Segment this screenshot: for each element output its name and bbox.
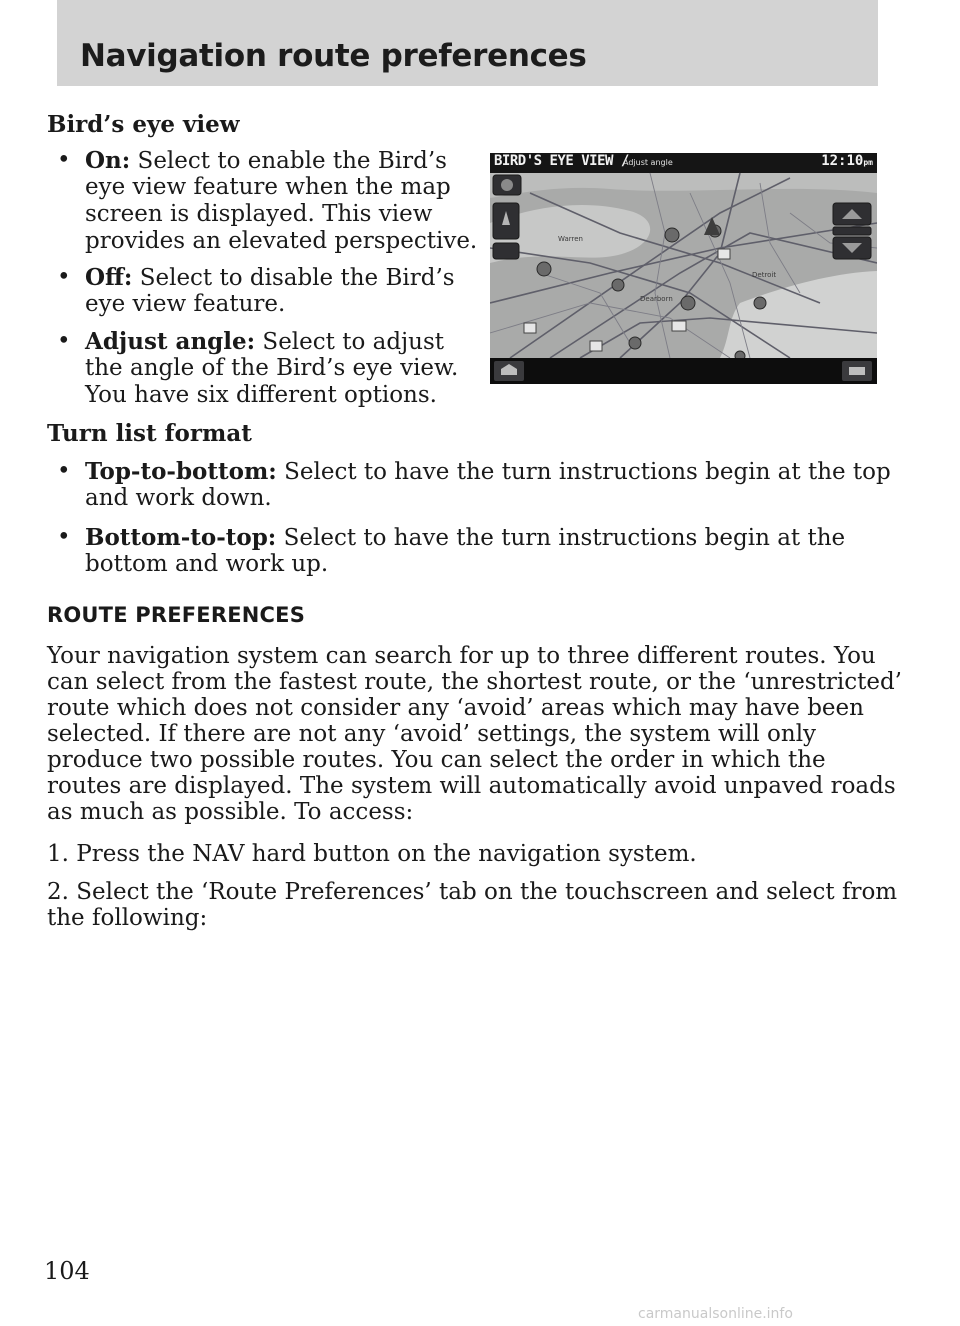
item-off-text: Select to disable the Bird’s	[132, 265, 455, 291]
page-title: Navigation route preferences	[80, 38, 587, 74]
item-adjust-text: Select to adjust	[255, 329, 445, 355]
item-on-line-2: eye view feature when the map	[85, 174, 451, 200]
screen-clock	[821, 153, 873, 169]
watermark: carmanualsonline.info	[638, 1306, 793, 1322]
bullet-top-to-bottom: •	[57, 458, 71, 484]
item-on	[85, 147, 447, 175]
birds-eye-heading: Bird’s eye view	[47, 111, 240, 138]
screen-title: BIRD'S EYE VIEW /	[494, 153, 629, 169]
route-paragraph-line-5: produce two possible routes. You can select the order in which the	[47, 747, 826, 773]
map-label-detroit: Detroit	[752, 271, 777, 279]
page-number: 104	[44, 1257, 90, 1285]
route-paragraph-line-2: can select from the fastest route, the shortest route, or the ‘unrestricted’	[47, 669, 902, 695]
route-paragraph-line-1: Your navigation system can search for up to three different routes. You	[47, 643, 876, 669]
screen-subtitle: Adjust angle	[623, 158, 673, 167]
item-on-line-3: screen is displayed. This view	[85, 201, 433, 227]
map-label-dearborn: Dearborn	[640, 295, 673, 303]
item-top-to-bottom	[85, 458, 891, 486]
turn-list-heading: Turn list format	[47, 420, 252, 447]
item-on-term: On:	[85, 147, 131, 174]
item-adjust-term: Adjust angle:	[85, 328, 256, 355]
item-bottom-to-top-text: Select to have the turn instructions begin at the	[276, 525, 846, 551]
item-bottom-to-top	[85, 524, 845, 552]
bullet-off: •	[57, 264, 71, 290]
route-paragraph-line-7: as much as possible. To access:	[47, 799, 414, 825]
birds-eye-screen-image	[490, 153, 877, 384]
bullet-bottom-to-top: •	[57, 524, 71, 550]
bullet-adjust: •	[57, 328, 71, 354]
item-on-line-4: provides an elevated perspective.	[85, 228, 478, 254]
screen-clock-suffix: pm	[863, 158, 873, 167]
item-off-line-2: eye view feature.	[85, 291, 286, 317]
screen-clock-time: 12:10	[821, 153, 864, 169]
route-step-2: 2. Select the ‘Route Preferences’ tab on the touchscreen and select from	[47, 879, 898, 905]
item-off	[85, 264, 455, 292]
route-step-2-line-2: the following:	[47, 905, 208, 931]
item-bottom-to-top-term: Bottom-to-top:	[85, 524, 277, 551]
route-paragraph-line-6: routes are displayed. The system will automatically avoid unpaved roads	[47, 773, 896, 799]
item-top-to-bottom-term: Top-to-bottom:	[85, 458, 277, 485]
item-adjust-line-2: the angle of the Bird’s eye view.	[85, 355, 459, 381]
item-adjust-line-3: You have six different options.	[85, 382, 437, 408]
bullet-on: •	[57, 147, 71, 173]
birds-eye-map-graphic	[490, 153, 877, 384]
item-on-text: Select to enable the Bird’s	[130, 148, 447, 174]
item-top-to-bottom-text: Select to have the turn instructions begin at the top	[276, 459, 891, 485]
item-bottom-to-top-line-2: bottom and work up.	[85, 551, 329, 577]
route-paragraph-line-3: route which does not consider any ‘avoid’ areas which may have been	[47, 695, 864, 721]
item-adjust	[85, 328, 444, 356]
map-label-warren: Warren	[558, 235, 583, 243]
item-top-to-bottom-line-2: and work down.	[85, 485, 272, 511]
route-preferences-heading: ROUTE PREFERENCES	[47, 603, 306, 627]
route-paragraph-line-4: selected. If there are not any ‘avoid’ settings, the system will only	[47, 721, 817, 747]
route-step-1: 1. Press the NAV hard button on the navigation system.	[47, 841, 697, 867]
item-off-term: Off:	[85, 264, 133, 291]
